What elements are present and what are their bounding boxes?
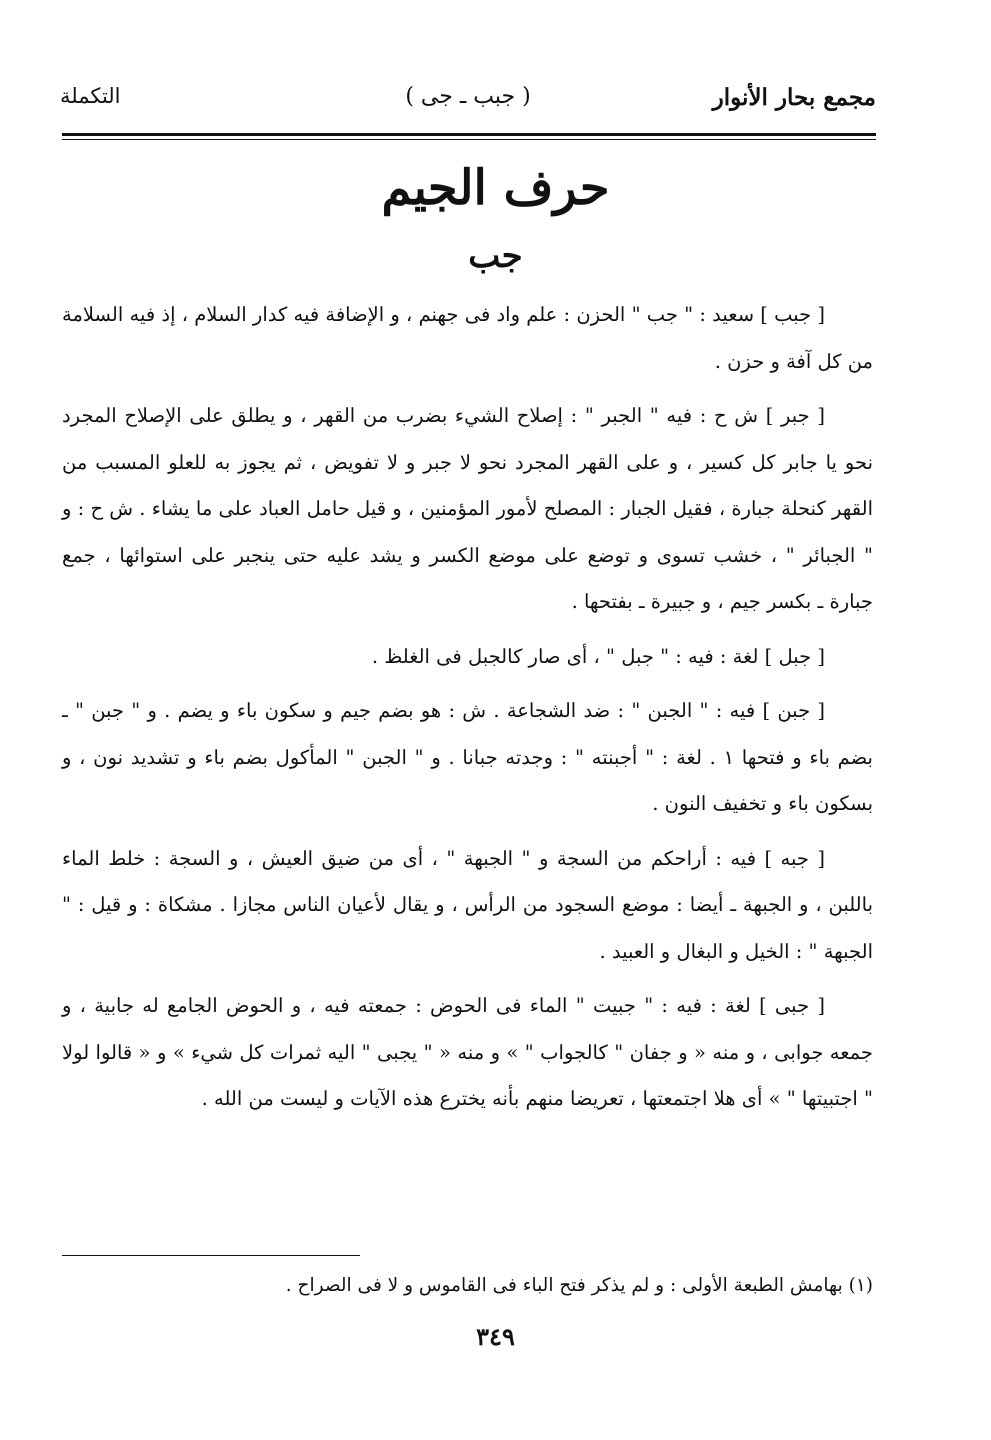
entry-jbl: [ جبل ] لغة : فيه : " جبل " ، أى صار كالجبل فى الغلظ . [371, 644, 825, 668]
section-label: التكملة [60, 84, 121, 108]
header-rule-thick [62, 133, 876, 136]
page-number: ٣٤٩ [476, 1322, 515, 1351]
entries-body [62, 292, 873, 1131]
entry-jby: [ جبى ] لغة : فيه : " جبيت " الماء فى الحوض : جمعته فيه ، و الحوض الجامع له جابية ، و جمعه جوابى ، و منه « و جفان " كالجواب " » و منه « " يجبى " اليه ثمرات كل شيء » و « قالوا لولا " اجتبيتها " » أى هلا اجتمعتها ، تعريضا منهم بأنه يخترع هذه الآيات و ليست من الله . [62, 994, 873, 1110]
entry-jbh: [ جبه ] فيه : أراحكم من السجة و " الجبهة " ، أى من ضيق العيش ، و السجة : خلط الماء باللبن ، و الجبهة ـ أيضا : موضع السجود من الرأس ، و يقال لأعيان الناس مجازا . مشكاة : و قيل : " الجبهة " : الخيل و البغال و العبيد . [62, 846, 873, 963]
footnote-rule [62, 1255, 360, 1256]
running-header [60, 78, 876, 118]
section-title: جب [468, 236, 523, 276]
header-rule-thin [62, 139, 876, 140]
footnote: (١) بهامش الطبعة الأولى : و لم يذكر فتح الباء فى القاموس و لا فى الصراح . [285, 1275, 873, 1296]
chapter-title: حرف الجيم [381, 160, 610, 216]
book-title: مجمع بحار الأنوار [712, 84, 876, 111]
entry-range: ( جبب ـ جى ) [405, 84, 531, 109]
entry-jbr: [ جبر ] ش ح : فيه " الجبر " : إصلاح الشيء بضرب من القهر ، و يطلق على الإصلاح المجرد نحو يا جابر كل كسير ، و على القهر المجرد نحو لا جبر و لا تفويض ، ثم يجوز به للعلو المسبب من القهر كنحلة جبارة ، فقيل الجبار : المصلح لأمور المؤمنين ، و قيل حامل العباد على ما يشاء . ش ح : و " الجبائر " ، خشب تسوى و توضع على موضع الكسر و يشد عليه حتى ينجبر على استوائها ، جمع جبارة ـ بكسر جيم ، و جبيرة ـ بفتحها . [62, 404, 873, 613]
entry-jbb: [ جبب ] سعيد : " جب " الحزن : علم واد فى جهنم ، و الإضافة فيه كدار السلام ، إذ فيه السلامة من كل آفة و حزن . [62, 303, 873, 373]
entry-jbn: [ جبن ] فيه : " الجبن " : ضد الشجاعة . ش : هو بضم جيم و سكون باء و يضم . و " جبن " ـ بضم باء و فتحها ١ . لغة : " أجبنته " : وجدته جبانا . و " الجبن " المأكول بضم باء و تشديد نون ، و بسكون باء و تخفيف النون . [62, 699, 873, 815]
